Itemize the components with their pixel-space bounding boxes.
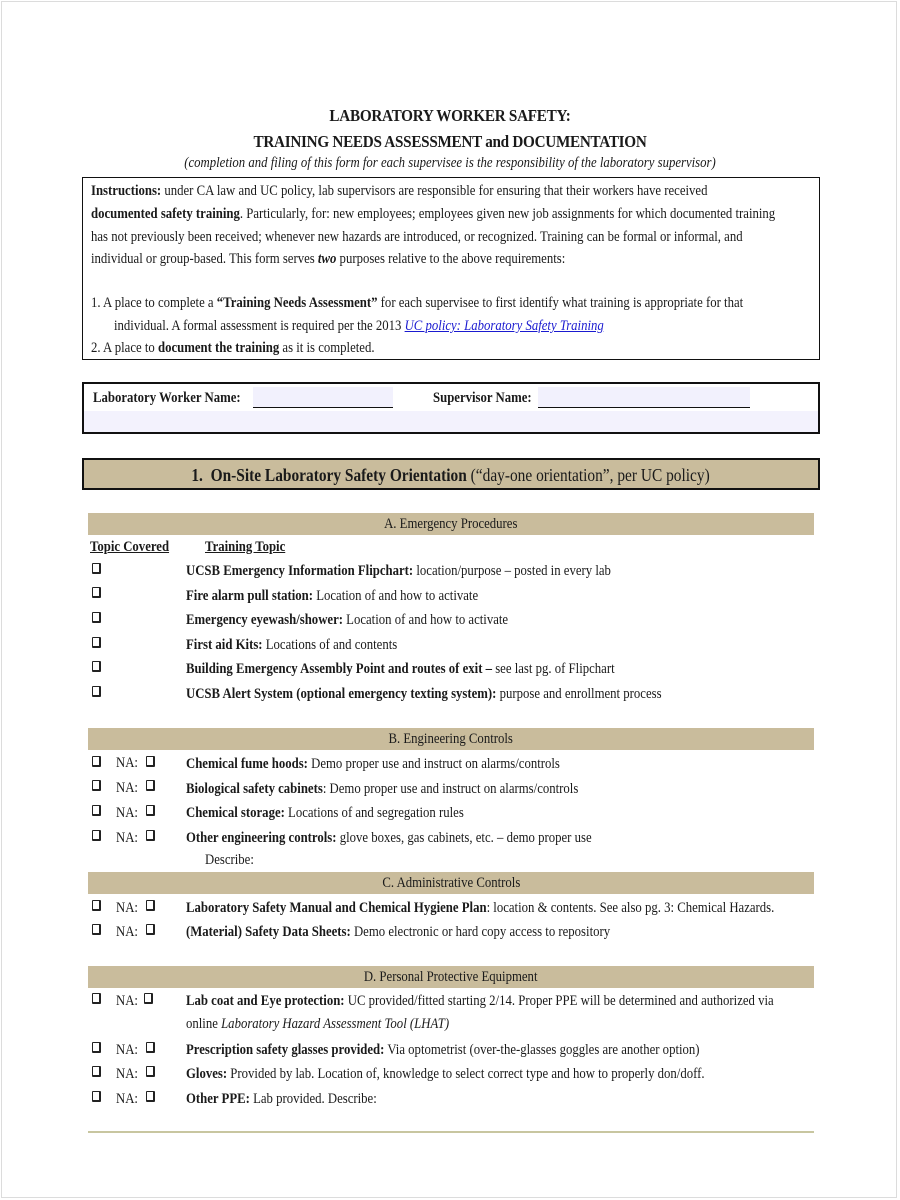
topic-name: Building Emergency Assembly Point and routes of exit – bbox=[186, 661, 493, 677]
subsection-title: B. Engineering Controls bbox=[388, 731, 514, 747]
subsection-c-header bbox=[88, 872, 814, 894]
topic-covered-checkbox[interactable] bbox=[92, 1091, 101, 1102]
topic-covered-checkbox[interactable] bbox=[92, 780, 101, 791]
worker-name-field[interactable] bbox=[253, 387, 393, 408]
names-box bbox=[82, 382, 820, 434]
instructions-text: individual or group-based. This form serves bbox=[91, 251, 318, 267]
emphasis: document the training bbox=[157, 340, 280, 356]
topic-covered-checkbox[interactable] bbox=[92, 1042, 101, 1053]
topic-row bbox=[186, 897, 774, 919]
topic-covered-checkbox[interactable] bbox=[92, 686, 101, 697]
na-label: NA: bbox=[116, 993, 138, 1009]
topic-detail: purpose and enrollment process bbox=[496, 686, 662, 702]
section-title: On-Site Laboratory Safety Orientation bbox=[211, 465, 468, 485]
topic-detail: Locations of and segregation rules bbox=[284, 805, 464, 821]
topic-detail: Lab provided. Describe: bbox=[249, 1091, 377, 1107]
topic-covered-checkbox[interactable] bbox=[92, 587, 101, 598]
lhat-reference: Laboratory Hazard Assessment Tool (LHAT) bbox=[221, 1016, 450, 1032]
topic-covered-checkbox[interactable] bbox=[92, 924, 101, 935]
topic-covered-checkbox[interactable] bbox=[92, 993, 101, 1004]
emphasis: “Training Needs Assessment” bbox=[216, 295, 378, 311]
topic-row bbox=[186, 753, 560, 775]
na-label: NA: bbox=[116, 830, 138, 846]
topic-row bbox=[186, 658, 615, 680]
instructions-text: individual. A formal assessment is required per the 2013 bbox=[114, 318, 405, 334]
topic-covered-checkbox[interactable] bbox=[92, 1066, 101, 1077]
supervisor-name-field[interactable] bbox=[538, 387, 750, 408]
topic-covered-checkbox[interactable] bbox=[92, 612, 101, 623]
topic-detail: glove boxes, gas cabinets, etc. – demo proper use bbox=[336, 830, 592, 846]
topic-covered-checkbox[interactable] bbox=[92, 830, 101, 841]
describe-label: Describe: bbox=[205, 852, 254, 868]
topic-name: Biological safety cabinets bbox=[186, 781, 323, 797]
topic-row bbox=[186, 921, 610, 943]
column-training-topic: Training Topic bbox=[205, 539, 286, 555]
topic-row bbox=[186, 609, 508, 631]
form-title-line2: TRAINING NEEDS ASSESSMENT and DOCUMENTATION bbox=[253, 132, 647, 151]
na-label: NA: bbox=[116, 1066, 138, 1082]
instructions-text: as it is completed. bbox=[279, 340, 375, 356]
topic-row bbox=[186, 560, 611, 582]
instructions-line1 bbox=[91, 180, 707, 203]
topic-covered-checkbox[interactable] bbox=[92, 756, 101, 767]
instructions-line3: has not previously been received; whenever new hazards are introduced, or recognized. Training can be formal or informal, and bbox=[91, 229, 743, 245]
subsection-title: D. Personal Protective Equipment bbox=[364, 969, 538, 985]
topic-row bbox=[186, 1088, 377, 1110]
topic-row bbox=[186, 585, 478, 607]
emphasis: two bbox=[317, 251, 337, 267]
section-1-header bbox=[82, 458, 820, 490]
supervisor-name-label: Supervisor Name: bbox=[433, 390, 532, 406]
form-title-line1: LABORATORY WORKER SAFETY: bbox=[329, 106, 571, 125]
uc-policy-link[interactable]: UC policy: Laboratory Safety Training bbox=[404, 318, 604, 334]
topic-row bbox=[186, 634, 397, 656]
topic-detail: Location of and how to activate bbox=[313, 588, 479, 604]
topic-covered-checkbox[interactable] bbox=[92, 563, 101, 574]
topic-name: Chemical fume hoods: bbox=[186, 756, 308, 772]
topic-detail: : location & contents. See also pg. 3: Chemical Hazards. bbox=[486, 900, 775, 916]
na-label: NA: bbox=[116, 1042, 138, 1058]
na-label: NA: bbox=[116, 805, 138, 821]
na-checkbox[interactable] bbox=[146, 924, 155, 935]
topic-detail: Demo proper use and instruct on alarms/controls bbox=[307, 756, 560, 772]
form-subtitle: (completion and filing of this form for each supervisee is the responsibility of the laboratory supervisor) bbox=[184, 155, 716, 171]
topic-detail: online bbox=[186, 1016, 222, 1032]
instructions-box bbox=[82, 177, 820, 360]
instructions-line4 bbox=[91, 248, 565, 271]
section-number: 1. bbox=[191, 465, 204, 485]
topic-row bbox=[186, 1063, 705, 1085]
worker-name-label: Laboratory Worker Name: bbox=[93, 390, 241, 406]
na-checkbox[interactable] bbox=[146, 830, 155, 841]
instructions-text: under CA law and UC policy, lab supervisors are responsible for ensuring that their workers have received bbox=[161, 183, 708, 199]
topic-name: Other PPE: bbox=[186, 1091, 250, 1107]
topic-detail: UC provided/fitted starting 2/14. Proper PPE will be determined and authorized via bbox=[344, 993, 774, 1009]
instructions-line2 bbox=[91, 203, 775, 226]
purpose-item-2 bbox=[91, 337, 375, 360]
topic-detail: Provided by lab. Location of, knowledge to select correct type and how to properly don/doff. bbox=[227, 1066, 705, 1082]
topic-covered-checkbox[interactable] bbox=[92, 805, 101, 816]
instructions-text: for each supervisee to first identify what training is appropriate for that bbox=[377, 295, 744, 311]
subsection-d-header bbox=[88, 966, 814, 988]
instructions-text: 2. A place to bbox=[91, 340, 158, 356]
subsection-b-header bbox=[88, 728, 814, 750]
na-checkbox[interactable] bbox=[146, 756, 155, 767]
purpose-item-1 bbox=[91, 292, 743, 315]
na-checkbox[interactable] bbox=[146, 1066, 155, 1077]
topic-name: Chemical storage: bbox=[186, 805, 285, 821]
topic-name: UCSB Alert System (optional emergency texting system): bbox=[186, 686, 497, 702]
topic-name: First aid Kits: bbox=[186, 637, 263, 653]
instructions-text: 1. A place to complete a bbox=[91, 295, 217, 311]
subsection-title: C. Administrative Controls bbox=[382, 875, 520, 891]
na-checkbox[interactable] bbox=[146, 780, 155, 791]
topic-detail: : Demo proper use and instruct on alarms/controls bbox=[322, 781, 579, 797]
emphasis: documented safety training bbox=[91, 206, 240, 222]
purpose-item-1-cont bbox=[114, 315, 604, 338]
footer-divider bbox=[88, 1131, 814, 1133]
subsection-title: A. Emergency Procedures bbox=[384, 516, 518, 532]
topic-name: Laboratory Safety Manual and Chemical Hygiene Plan bbox=[186, 900, 487, 916]
topic-covered-checkbox[interactable] bbox=[92, 900, 101, 911]
na-label: NA: bbox=[116, 900, 138, 916]
topic-name: Prescription safety glasses provided: bbox=[186, 1042, 385, 1058]
na-checkbox[interactable] bbox=[146, 1091, 155, 1102]
topic-name: Fire alarm pull station: bbox=[186, 588, 314, 604]
topic-name: Gloves: bbox=[186, 1066, 228, 1082]
topic-row bbox=[186, 683, 662, 705]
topic-detail: Via optometrist (over-the-glasses goggles are another option) bbox=[384, 1042, 700, 1058]
topic-detail: Demo electronic or hard copy access to repository bbox=[350, 924, 611, 940]
topic-row bbox=[186, 827, 592, 849]
na-label: NA: bbox=[116, 1091, 138, 1107]
na-checkbox[interactable] bbox=[146, 900, 155, 911]
na-label: NA: bbox=[116, 780, 138, 796]
topic-covered-checkbox[interactable] bbox=[92, 637, 101, 648]
topic-name: Lab coat and Eye protection: bbox=[186, 993, 345, 1009]
topic-name: (Material) Safety Data Sheets: bbox=[186, 924, 351, 940]
topic-row bbox=[186, 802, 464, 824]
subsection-a-header bbox=[88, 513, 814, 535]
section-subtitle: (“day-one orientation”, per UC policy) bbox=[467, 465, 711, 485]
topic-covered-checkbox[interactable] bbox=[92, 661, 101, 672]
topic-name: Other engineering controls: bbox=[186, 830, 337, 846]
topic-detail: see last pg. of Flipchart bbox=[492, 661, 615, 677]
instructions-label: Instructions: bbox=[91, 183, 162, 199]
column-topic-covered: Topic Covered bbox=[90, 539, 170, 555]
na-label: NA: bbox=[116, 924, 138, 940]
na-checkbox[interactable] bbox=[144, 993, 153, 1004]
topic-row bbox=[186, 990, 774, 1012]
instructions-text: purposes relative to the above requirements: bbox=[336, 251, 566, 267]
topic-row bbox=[186, 1039, 700, 1061]
topic-detail: Locations of and contents bbox=[262, 637, 398, 653]
topic-detail: Location of and how to activate bbox=[342, 612, 509, 628]
na-checkbox[interactable] bbox=[146, 1042, 155, 1053]
topic-name: Emergency eyewash/shower: bbox=[186, 612, 343, 628]
instructions-text: . Particularly, for: new employees; employees given new job assignments for which documented training bbox=[239, 206, 776, 222]
topic-row-cont bbox=[186, 1013, 449, 1035]
topic-row bbox=[186, 778, 578, 800]
na-checkbox[interactable] bbox=[146, 805, 155, 816]
topic-detail: location/purpose – posted in every lab bbox=[413, 563, 611, 579]
topic-name: UCSB Emergency Information Flipchart: bbox=[186, 563, 414, 579]
na-label: NA: bbox=[116, 755, 138, 771]
